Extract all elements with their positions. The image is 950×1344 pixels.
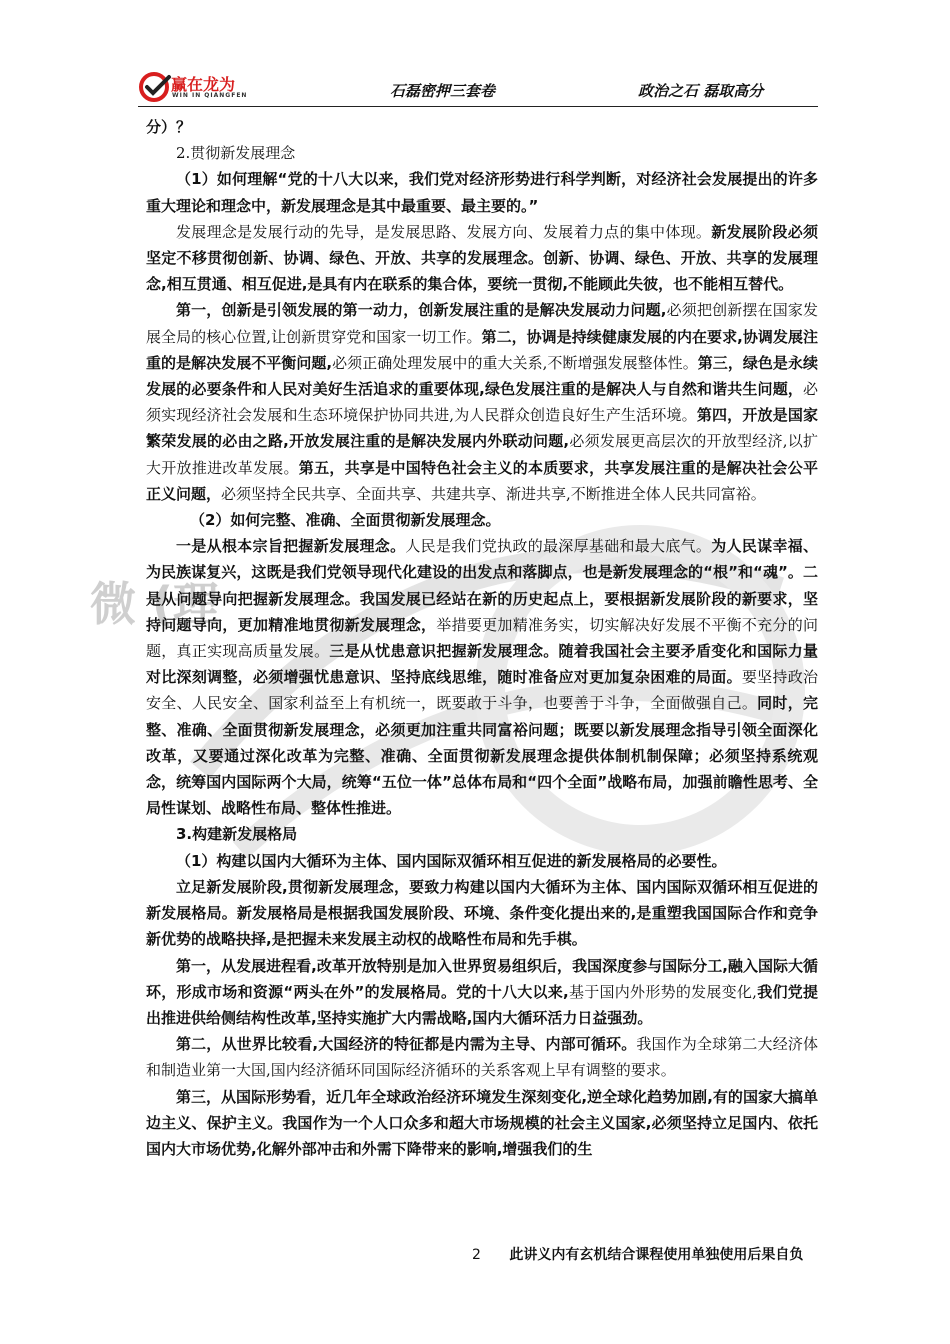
text-run: 2.贯彻新发展理念 (176, 144, 296, 163)
document-body (146, 114, 818, 1162)
text-run: 必须发展更高层次的开放型经济,以扩大开放推进改革发展。 (146, 432, 818, 477)
text-run: 举措要更加精准务实，切实解决好发展不平衡不充分的问题，真正实现高质量发展。 (146, 615, 818, 661)
text-run: 必须实现经济社会发展和生态环境保护协同共进,为人民群众创造良好生产生活环境。 (146, 380, 818, 425)
paragraph (146, 874, 818, 953)
bold-text-run: 新发展阶段必须坚定不移贯彻创新、协调、绿色、开放、共享的发展理念。创新、协调、绿色、开放、共享的发展理念,相互贯通、相互促进,是具有内在联系的集合体，要统一贯彻,不能顾此失彼，也不能相互替代。 (146, 222, 818, 294)
text-run: 要坚持政治安全、人民安全、国家利益至上有机统一，既要敢于斗争，也要善于斗争，全面做强自己。 (146, 668, 818, 713)
text-run: 必须把创新摆在国家发展全局的核心位置,让创新贯穿党和国家一切工作。 (146, 301, 818, 346)
bold-text-run: 第三，绿色是永续发展的必要条件和人民对美好生活追求的重要体现,绿色发展注重的是解决人与自然和谐共生问题， (146, 353, 818, 399)
bold-text-run: （1）如何理解“党的十八大以来，我们党对经济形势进行科学判断，对经济社会发展提出的许多重大理论和理念中，新发展理念是其中最重要、最主要的。” (146, 170, 818, 215)
question-heading (146, 848, 818, 874)
bold-text-run: 第五，共享是中国特色社会主义的本质要求，共享发展注重的是解决社会公平正义问题， (146, 458, 818, 503)
bold-text-run: 第二，协调是持续健康发展的内在要求,协调发展注重的是解决发展不平衡问题, (146, 327, 818, 372)
section-heading-new-pattern (146, 821, 818, 847)
bold-text-run: 第四，开放是国家繁荣发展的必由之路,开放发展注重的是解决发展内外联动问题, (146, 406, 818, 451)
text-run: 我国作为全球第二大经济体和制造业第一大国,国内经济循环同国际经济循环的关系客观上早有调整的要求。 (146, 1035, 818, 1080)
paragraph (146, 533, 818, 821)
bold-text-run: 一是从根本宗旨把握新发展理念。 (176, 537, 406, 556)
section-heading-new-concept (146, 140, 818, 166)
text-run: 必须正确处理发展中的重大关系,不断增强发展整体性。 (332, 353, 698, 372)
logo-check-icon (138, 70, 172, 104)
bold-text-run: 3.构建新发展格局 (176, 825, 298, 844)
bold-text-run: 立足新发展阶段,贯彻新发展理念，要致力构建以国内大循环为主体、国内国际双循环相互促进的新发展格局。新发展格局是根据我国发展阶段、环境、条件变化提出来的,是重塑我国国际合作和竞争新优势的战略抉择,是把握未来发展主动权的战略性布局和先手棋。 (146, 877, 818, 949)
question-heading (146, 507, 818, 533)
text-run: 发展理念是发展行动的先导，是发展思路、发展方向、发展着力点的集中体现。 (176, 222, 712, 241)
text-run: 必须坚持全民共享、全面共享、共建共享、渐进共享,不断推进全体人民共同富裕。 (221, 484, 766, 503)
bold-text-run: 分）？ (146, 118, 192, 136)
footer-note: 此讲义内有玄机结合课程使用单独使用后果自负 (509, 1247, 804, 1263)
header-divider (138, 106, 818, 107)
bold-text-run: 第一，创新是引领发展的第一动力，创新发展注重的是解决发展动力问题, (176, 301, 667, 320)
paragraph (146, 219, 818, 298)
bold-text-run: 三是从忧患意识把握新发展理念。随着我国社会主要矛盾变化和国际力量对比深刻调整，必须增强忧患意识、坚持底线思维，随时准备应对更加复杂困难的局面。 (146, 642, 818, 687)
paragraph-continuation (146, 114, 818, 140)
bold-text-run: （2）如何完整、准确、全面贯彻新发展理念。 (190, 511, 501, 530)
bold-text-run: 为人民谋幸福、为民族谋复兴，这既是我们党领导现代化建设的出发点和落脚点，也是新发展理念的“根”和“魂”。二是从问题导向把握新发展理念。我国发展已经站在新的历史起点上，要根据新发展阶段的新要求，坚持问题导向，更加精准地贯彻新发展理念， (146, 537, 818, 634)
bold-text-run: 同时，完整、准确、全面贯彻新发展理念，必须更加注重共同富裕问题；既要以新发展理念指导引领全面深化改革，又要通过深化改革为完整、准确、全面贯彻新发展理念提供体制机制保障；必须坚持系统观念，统筹国内国际两个大局，统筹“五位一体”总体布局和“四个全面”战略布局，加强前瞻性思考、全局性谋划、战略性布局、整体性推进。 (146, 694, 818, 818)
text-run: 基于国内外形势的发展变化, (568, 982, 757, 1001)
paragraph (146, 953, 818, 1032)
header-series-title: 石磊密押三套卷 (390, 82, 496, 100)
page-header (138, 70, 818, 106)
bold-text-run: 第二，从世界比较看,大国经济的特征都是内需为主导、内部可循环。 (176, 1035, 637, 1054)
brand-logo (138, 70, 248, 104)
logo-title: 赢在龙为 (171, 75, 236, 94)
paragraph (146, 1031, 818, 1083)
paragraph (146, 1084, 818, 1163)
watermark-text: 微 (理 (90, 577, 220, 631)
header-slogan: 政治之石 磊取高分 (638, 82, 764, 100)
question-heading (146, 166, 818, 218)
text-run: 人民是我们党执政的最深厚基础和最大底气。 (405, 537, 712, 556)
page-number: 2 (472, 1247, 481, 1263)
bold-text-run: 我们党提出推进供给侧结构性改革,坚持实施扩大内需战略,国内大循环活力日益强劲。 (146, 982, 818, 1027)
bold-text-run: 第一，从发展进程看,改革开放特别是加入世界贸易组织后，我国深度参与国际分工,融入国际大循环，形成市场和资源“两头在外”的发展格局。党的十八大以来, (146, 956, 818, 1001)
bold-text-run: 第三，从国际形势看，近几年全球政治经济环境发生深刻变化,逆全球化趋势加剧,有的国家大搞单边主义、保护主义。我国作为一个人口众多和超大市场规模的社会主义国家,必须坚持立足国内、依托国内大市场优势,化解外部冲击和外需下降带来的影响,增强我们的生 (146, 1087, 818, 1158)
bold-text-run: （1）构建以国内大循环为主体、国内国际双循环相互促进的新发展格局的必要性。 (176, 851, 727, 870)
logo-subtitle: WIN IN QIANGFEN (172, 92, 248, 99)
page-footer (472, 1244, 803, 1264)
paragraph (146, 297, 818, 507)
